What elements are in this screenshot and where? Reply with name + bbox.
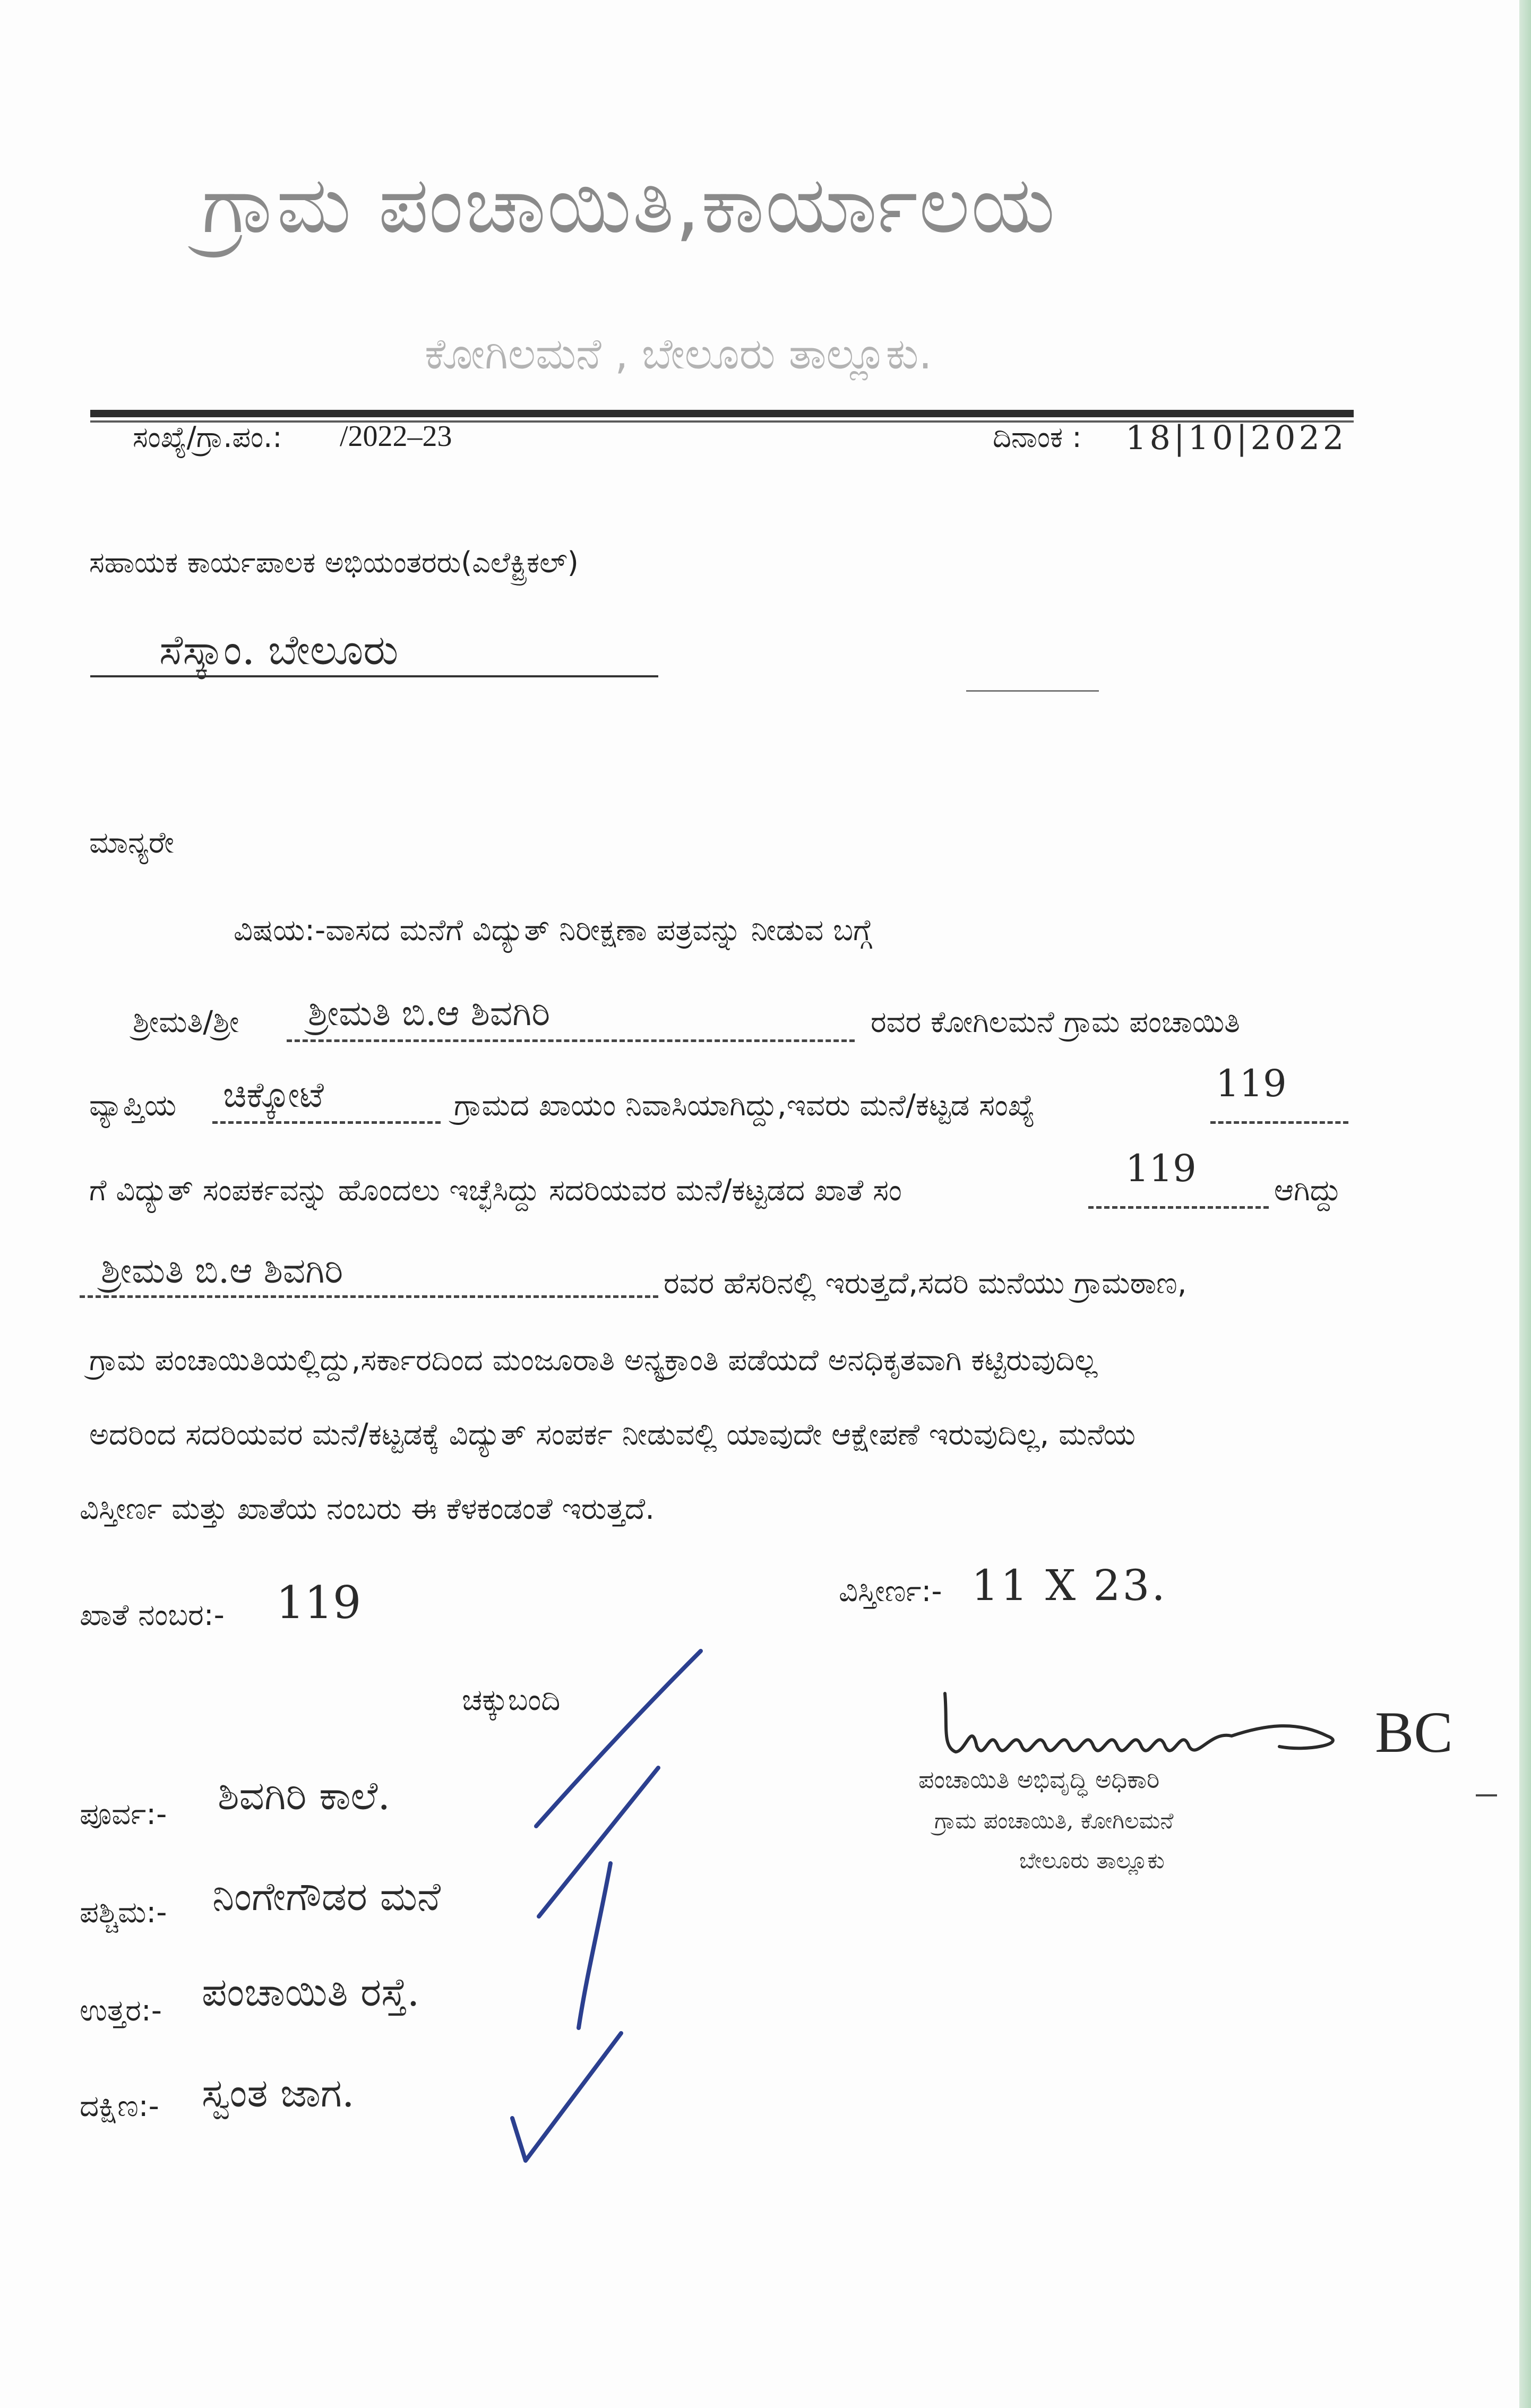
line1-suffix: ರವರ ಕೋಗಿಲಮನೆ ಗ್ರಾಮ ಪಂಚಾಯಿತಿ	[871, 1005, 1240, 1039]
subject-line: ವಿಷಯ:-ವಾಸದ ಮನೆಗೆ ವಿದ್ಯುತ್ ನಿರೀಕ್ಷಣಾ ಪತ್ರವನ್ನು ನೀಡುವ ಬಗ್ಗೆ	[234, 913, 872, 948]
salutation: ಮಾನ್ಯರೇ	[89, 825, 174, 860]
village-blank	[212, 1121, 441, 1124]
east-boundary: ಶಿವಗಿರಿ ಕಾಲೆ.	[218, 1773, 390, 1819]
house-number-blank	[1210, 1121, 1348, 1124]
stamp-line-3: ಬೇಲೂರು ತಾಲ್ಲೂಕು	[1019, 1847, 1165, 1873]
addressee-underline	[90, 675, 658, 677]
line2-middle: ಗ್ರಾಮದ ಖಾಯಂ ನಿವಾಸಿಯಾಗಿದ್ದು,ಇವರು ಮನೆ/ಕಟ್ಟಡ ಸಂಖ್ಯೆ	[454, 1088, 1035, 1123]
village-name: ಚಿಕ್ಕೋಟೆ	[223, 1074, 324, 1115]
khata-blank	[1088, 1206, 1269, 1209]
addressee-designation: ಸಹಾಯಕ ಕಾರ್ಯಪಾಲಕ ಅಭಿಯಂತರರು(ಎಲೆಕ್ಟ್ರಿಕಲ್)	[89, 546, 579, 579]
officer-signature	[934, 1672, 1492, 1778]
stray-mark	[1476, 1794, 1497, 1796]
west-boundary: ನಿಂಗೇಗೌಡರ ಮನೆ	[212, 1874, 441, 1920]
applicant-name-1: ಶ್ರೀಮತಿ ಬಿ.ಆ ಶಿವಗಿರಿ	[308, 993, 551, 1034]
khata-label: ಖಾತೆ ನಂಬರ:-	[80, 1598, 225, 1632]
body-line-7: ವಿಸ್ತೀರ್ಣ ಮತ್ತು ಖಾತೆಯ ನಂಬರು ಈ ಕೆಳಕಂಡಂತೆ ಇರುತ್ತದೆ.	[80, 1492, 655, 1526]
north-label: ಉತ್ತರ:-	[80, 1993, 162, 2028]
tick-mark-icon	[557, 1858, 621, 2033]
reference-number: /2022–23	[340, 420, 452, 453]
area-value: 11 X 23.	[971, 1561, 1167, 1610]
date-label: ದಿನಾಂಕ :	[993, 420, 1082, 454]
house-number: 119	[1216, 1062, 1287, 1105]
tick-mark-icon	[510, 2028, 626, 2166]
office-title: ಗ್ರಾಮ ಪಂಚಾಯಿತಿ,ಕಾರ್ಯಾಲಯ	[202, 159, 1056, 251]
office-location: ಕೋಗಿಲಮನೆ , ಬೇಲೂರು ತಾಲ್ಲೂಕು.	[425, 329, 932, 379]
north-boundary: ಪಂಚಾಯಿತಿ ರಸ್ತೆ.	[202, 1970, 420, 2015]
addressee-place-handwritten: ಸೆಸ್ಕಾಂ. ಬೇಲೂರು	[159, 626, 399, 674]
title-prefix: ಶ್ರೀಮತಿ/ಶ್ರೀ	[133, 1005, 239, 1039]
stamp-line-1: ಪಂಚಾಯಿತಿ ಅಭಿವೃದ್ಧಿ ಅಧಿಕಾರಿ	[918, 1765, 1160, 1794]
body-line-6: ಅದರಿಂದ ಸದರಿಯವರ ಮನೆ/ಕಟ್ಟಡಕ್ಕೆ ವಿದ್ಯುತ್ ಸಂಪರ್ಕ ನೀಡುವಲ್ಲಿ ಯಾವುದೇ ಆಕ್ಷೇಪಣೆ ಇರುವುದಿಲ್ಲ, ಮನೆಯ	[89, 1417, 1136, 1452]
reference-number-label: ಸಂಖ್ಯೆ/ಗ್ರಾ.ಪಂ.:	[133, 420, 282, 454]
south-boundary: ಸ್ವಂತ ಜಾಗ.	[202, 2070, 355, 2116]
west-label: ಪಶ್ಚಿಮ:-	[80, 1895, 167, 1930]
signature-initials: BC	[1375, 1700, 1453, 1765]
applicant-name-2: ಶ್ರೀಮತಿ ಬಿ.ಆ ಶಿವಗಿರಿ	[101, 1250, 343, 1291]
area-label: ವಿಸ್ತೀರ್ಣ:-	[839, 1574, 942, 1609]
header-rule	[90, 410, 1354, 417]
name-blank-2	[80, 1295, 658, 1298]
body-line-5: ಗ್ರಾಮ ಪಂಚಾಯಿತಿಯಲ್ಲಿದ್ದು,ಸರ್ಕಾರದಿಂದ ಮಂಜೂರಾತಿ ಅನ್ಯಕ್ರಾಂತಿ ಪಡೆಯದೆ ಅನಧಿಕೃತವಾಗಿ ಕಟ್ಟಿರುವುದಿಲ್ಲ	[89, 1343, 1098, 1378]
line4-suffix: ರವರ ಹೆಸರಿನಲ್ಲಿ ಇರುತ್ತದೆ,ಸದರಿ ಮನೆಯು ಗ್ರಾಮಠಾಣ,	[664, 1266, 1187, 1301]
name-blank-1	[287, 1039, 855, 1042]
line3-suffix: ಆಗಿದ್ದು	[1274, 1173, 1341, 1208]
stamp-line-2: ಗ್ರಾಮ ಪಂಚಾಯಿತಿ, ಕೋಗಿಲಮನೆ	[934, 1808, 1174, 1834]
page-edge	[1519, 0, 1531, 2408]
east-label: ಪೂರ್ವ:-	[80, 1797, 167, 1831]
date-value: 18|10|2022	[1125, 418, 1347, 457]
khata-number-inline: 119	[1125, 1147, 1197, 1190]
stray-mark	[966, 690, 1099, 692]
khata-number: 119	[276, 1577, 362, 1629]
jurisdiction-label: ವ್ಯಾಪ್ತಿಯ	[89, 1088, 177, 1123]
line3-text: ಗೆ ವಿದ್ಯುತ್ ಸಂಪರ್ಕವನ್ನು ಹೊಂದಲು ಇಚ್ಛೆಸಿದ್ದು ಸದರಿಯವರ ಮನೆ/ಕಟ್ಟಡದ ಖಾತೆ ಸಂ	[89, 1173, 902, 1208]
boundaries-title: ಚಕ್ಕುಬಂದಿ	[462, 1683, 561, 1717]
south-label: ದಕ್ಷಿಣ:-	[80, 2089, 159, 2123]
